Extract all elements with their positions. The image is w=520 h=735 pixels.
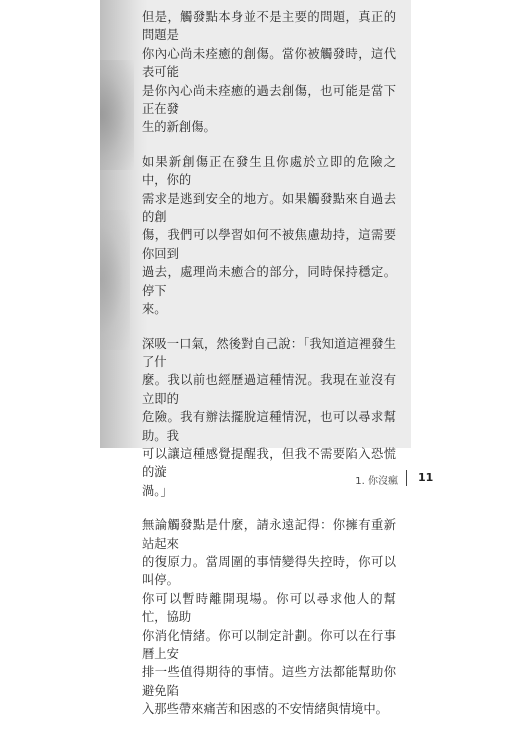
footer-divider [406,470,407,486]
paragraph-3: 深吸一口氣，然後對自己說：「我知道這裡發生了什 麼。我以前也經歷過這種情況。我現在並沒有立即的 危險。我有辦法擺脫這種情況，也可以尋求幫助。我 可以讓這種感覺提醒我，但我不需要陷入恐慌的漩 渦。」 [142,336,396,498]
paragraph-4: 無論觸發點是什麼，請永遠記得：你擁有重新站起來 的復原力。當周圍的事情變得失控時，你可以叫停。 你可以暫時離開現場。你可以尋求他人的幫忙，協助 你消化情緒。你可以制定計劃。你可以在行事曆上安 排一些值得期待的事情。這些方法都能幫助你避免陷 入那些帶來痛苦和困惑的不安情緒與情境中。 [142,518,396,717]
paragraph-1: 但是，觸發點本身並不是主要的問題，真正的問題是 你內心尚未痊癒的創傷。當你被觸發時，這代表可能 是你內心尚未痊癒的過去創傷，也可能是當下正在發 生的新創傷。 [142,10,396,135]
chapter-label: 1. 你沒瘋 [355,476,398,487]
silhouette-shadow-image [100,0,148,448]
paragraph-2: 如果新創傷正在發生且你處於立即的危險之中，你的 需求是逃到安全的地方。如果觸發點來自過去的創 傷，我們可以學習如何不被焦慮劫持，這需要你回到 過去，處理尚未癒合的部分，同時保持穩定。停下 來。 [142,154,396,317]
body-text [142,8,396,735]
page-number: 11 [418,471,434,484]
page-footer [0,470,520,490]
